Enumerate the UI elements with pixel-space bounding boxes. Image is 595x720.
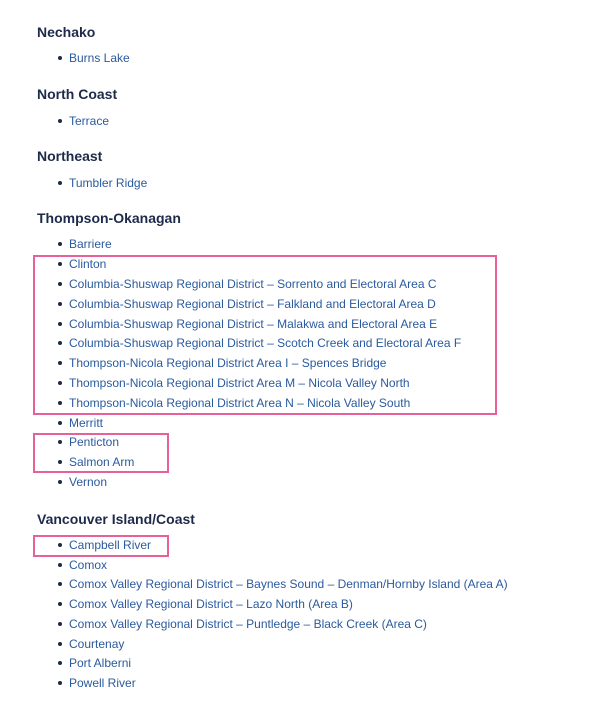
bullet-icon [58,302,62,306]
community-link[interactable]: Clinton [69,257,107,271]
list-item[interactable] [58,176,147,190]
community-link[interactable]: Thompson-Nicola Regional District Area I – Spences Bridge [69,356,387,370]
community-link[interactable]: Salmon Arm [69,455,135,469]
bullet-icon [58,480,62,484]
community-link[interactable]: Tumbler Ridge [69,176,148,190]
bullet-icon [58,440,62,444]
bullet-icon [58,642,62,646]
list-item[interactable] [58,396,410,410]
list-item[interactable] [58,475,107,489]
list-item[interactable] [58,257,106,271]
bullet-icon [58,401,62,405]
list-item[interactable] [58,114,109,128]
list-item[interactable] [58,51,130,65]
list-item[interactable] [58,317,437,331]
list-item[interactable] [58,455,134,469]
bullet-icon [58,681,62,685]
list-item[interactable] [58,676,136,690]
bullet-icon [58,282,62,286]
section-heading-northeast: Northeast [37,148,103,164]
community-link[interactable]: Campbell River [69,538,152,552]
community-link[interactable]: Columbia-Shuswap Regional District – Sorrento and Electoral Area C [69,277,437,291]
list-item[interactable] [58,577,508,591]
bullet-icon [58,56,62,60]
community-link[interactable]: Penticton [69,435,120,449]
list-item[interactable] [58,597,353,611]
community-link[interactable]: Columbia-Shuswap Regional District – Scotch Creek and Electoral Area F [69,336,462,350]
community-link[interactable]: Vernon [69,475,108,489]
bullet-icon [58,543,62,547]
list-item[interactable] [58,637,124,651]
bullet-icon [58,262,62,266]
section-heading-thompson-okanagan: Thompson-Okanagan [37,210,181,226]
community-link[interactable]: Comox Valley Regional District – Baynes Sound – Denman/Hornby Island (Area A) [69,577,508,591]
list-item[interactable] [58,237,112,251]
bullet-icon [58,119,62,123]
list-item[interactable] [58,376,410,390]
bullet-icon [58,421,62,425]
community-link[interactable]: Terrace [69,114,110,128]
section-heading-vancouver-island-coast: Vancouver Island/Coast [37,511,195,527]
community-link[interactable]: Thompson-Nicola Regional District Area N – Nicola Valley South [69,396,411,410]
bullet-icon [58,661,62,665]
community-link[interactable]: Port Alberni [69,656,132,670]
bullet-icon [58,563,62,567]
community-link[interactable]: Comox Valley Regional District – Puntledge – Black Creek (Area C) [69,617,427,631]
list-item[interactable] [58,277,437,291]
community-link[interactable]: Barriere [69,237,112,251]
bullet-icon [58,322,62,326]
bullet-icon [58,602,62,606]
community-link[interactable]: Comox Valley Regional District – Lazo North (Area B) [69,597,353,611]
community-link[interactable]: Powell River [69,676,136,690]
bullet-icon [58,381,62,385]
section-heading-north-coast: North Coast [37,86,118,102]
bullet-icon [58,242,62,246]
list-item[interactable] [58,538,151,552]
bullet-icon [58,582,62,586]
bullet-icon [58,361,62,365]
section-heading-nechako: Nechako [37,24,96,40]
bullet-icon [58,460,62,464]
bullet-icon [58,341,62,345]
community-link[interactable]: Comox [69,558,108,572]
list-item[interactable] [58,336,461,350]
community-link[interactable]: Thompson-Nicola Regional District Area M – Nicola Valley North [69,376,410,390]
community-link[interactable]: Columbia-Shuswap Regional District – Falkland and Electoral Area D [69,297,436,311]
list-item[interactable] [58,656,131,670]
bullet-icon [58,622,62,626]
bullet-icon [58,181,62,185]
list-item[interactable] [58,297,436,311]
list-item[interactable] [58,435,119,449]
community-link[interactable]: Burns Lake [69,51,130,65]
list-item[interactable] [58,558,107,572]
list-item[interactable] [58,416,103,430]
community-link[interactable]: Columbia-Shuswap Regional District – Malakwa and Electoral Area E [69,317,438,331]
community-link[interactable]: Courtenay [69,637,125,651]
list-item[interactable] [58,617,427,631]
list-item[interactable] [58,356,386,370]
community-link[interactable]: Merritt [69,416,103,430]
